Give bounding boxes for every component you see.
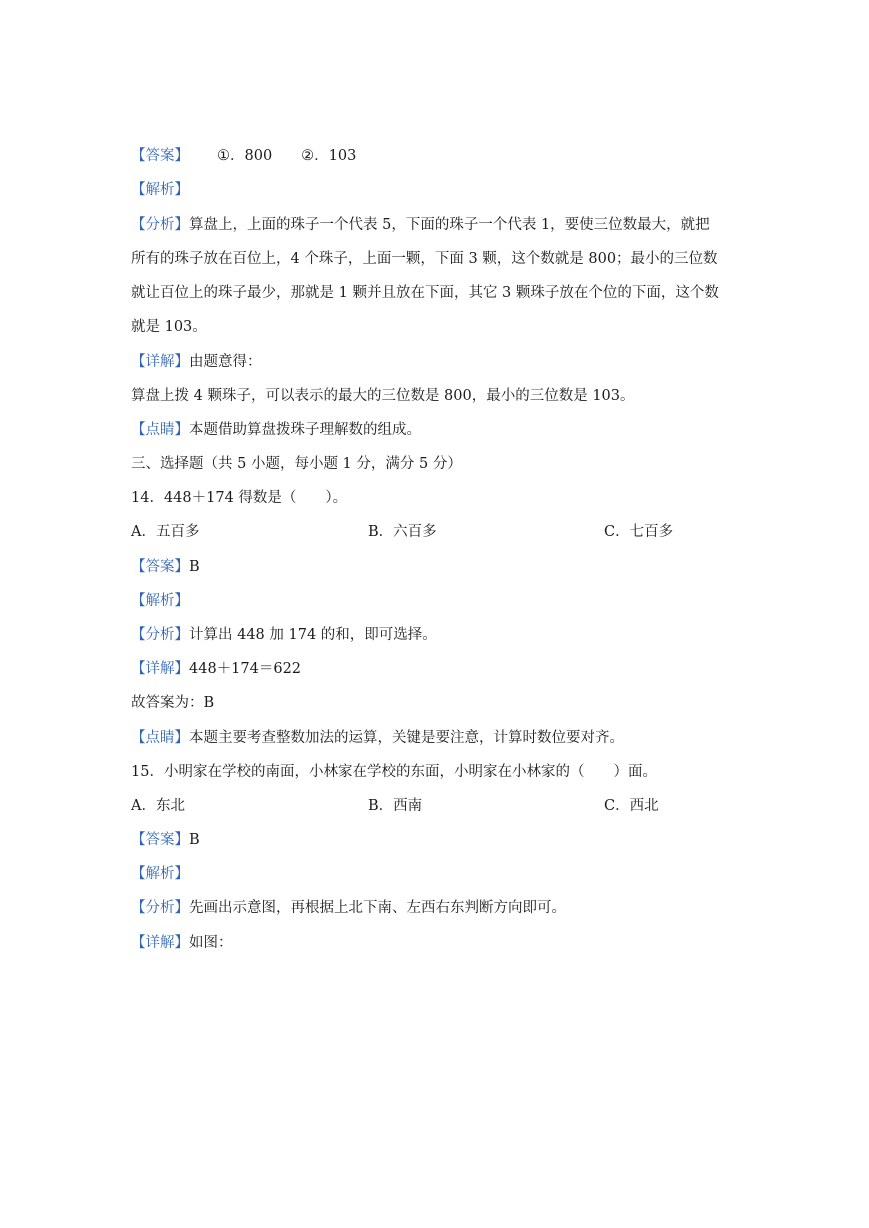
q15-question-text: 15．小明家在学校的南面，小林家在学校的东面，小明家在小林家的（ ）面。 <box>131 764 657 780</box>
q14-dianjing-line <box>131 728 741 748</box>
q14-analysis-tag-line <box>131 591 741 611</box>
q13-answer-line <box>131 146 741 166</box>
dianjing-tag: 【点睛】 <box>131 422 189 438</box>
answer-value: B <box>189 559 200 575</box>
dianjing-text: 本题借助算盘拨珠子理解数的组成。 <box>189 422 421 438</box>
xiangjie-tag: 【详解】 <box>131 661 189 677</box>
fenxi-text-3: 就让百位上的珠子最少，那就是 1 颗并且放在下面，其它 3 颗珠子放在个位的下面，这个数 <box>131 285 719 301</box>
q15-answer-line <box>131 830 741 850</box>
q13-fenxi-line-2 <box>131 249 741 269</box>
q15-question <box>131 762 741 782</box>
q13-xiangjie-line <box>131 352 741 372</box>
q14-xiangjie-line <box>131 659 741 679</box>
q13-fenxi-line-1 <box>131 215 741 235</box>
fenxi-tag: 【分析】 <box>131 900 189 916</box>
q15-fenxi-line <box>131 898 741 918</box>
q14-option-c: C．七百多 <box>604 524 674 540</box>
answer-values: ①．800 ②．103 <box>217 148 357 164</box>
q14-fenxi-line <box>131 625 741 645</box>
q14-conclusion-line <box>131 693 741 713</box>
xiangjie-tag: 【详解】 <box>131 935 189 951</box>
q13-dianjing-line <box>131 420 741 440</box>
q13-detail-line <box>131 386 741 406</box>
analysis-tag: 【解析】 <box>131 182 189 198</box>
q13-analysis-tag-line <box>131 180 741 200</box>
q14-question-text: 14．448＋174 得数是（ ）。 <box>131 490 348 506</box>
fenxi-tag: 【分析】 <box>131 627 189 643</box>
analysis-tag: 【解析】 <box>131 866 189 882</box>
answer-tag: 【答案】 <box>131 559 189 575</box>
answer-tag: 【答案】 <box>131 832 189 848</box>
section-title-text: 三、选择题（共 5 小题，每小题 1 分，满分 5 分） <box>131 456 462 472</box>
fenxi-text: 先画出示意图，再根据上北下南、左西右东判断方向即可。 <box>189 900 566 916</box>
answer-value: B <box>189 832 200 848</box>
fenxi-text-2: 所有的珠子放在百位上，4 个珠子，上面一颗，下面 3 颗，这个数就是 800；最小的三位数 <box>131 251 718 267</box>
q14-question <box>131 488 741 508</box>
q13-fenxi-line-4 <box>131 317 741 337</box>
fenxi-tag: 【分析】 <box>131 217 189 233</box>
xiangjie-text: 由题意得： <box>189 354 262 370</box>
q14-option-b: B．六百多 <box>368 524 437 540</box>
section-title <box>131 454 741 474</box>
q15-xiangjie-line <box>131 933 741 953</box>
xiangjie-tag: 【详解】 <box>131 354 189 370</box>
xiangjie-text: 如图： <box>189 935 233 951</box>
q15-option-b: B．西南 <box>368 798 423 814</box>
answer-tag: 【答案】 <box>131 148 189 164</box>
fenxi-text-1: 算盘上，上面的珠子一个代表 5，下面的珠子一个代表 1，要使三位数最大，就把 <box>189 217 710 233</box>
fenxi-text: 计算出 448 加 174 的和，即可选择。 <box>189 627 437 643</box>
fenxi-text-4: 就是 103。 <box>131 319 207 335</box>
q14-option-a: A．五百多 <box>131 524 200 540</box>
dianjing-tag: 【点睛】 <box>131 730 189 746</box>
q14-answer-line <box>131 557 741 577</box>
detail-text: 算盘上拨 4 颗珠子，可以表示的最大的三位数是 800，最小的三位数是 103。 <box>131 388 635 404</box>
q15-option-c: C．西北 <box>604 798 659 814</box>
analysis-tag: 【解析】 <box>131 593 189 609</box>
dianjing-text: 本题主要考查整数加法的运算，关键是要注意，计算时数位要对齐。 <box>189 730 624 746</box>
q15-analysis-tag-line <box>131 864 741 884</box>
xiangjie-text: 448＋174＝622 <box>189 661 302 677</box>
conclusion-text: 故答案为：B <box>131 695 215 711</box>
q15-option-a: A．东北 <box>131 798 185 814</box>
q13-fenxi-line-3 <box>131 283 741 303</box>
